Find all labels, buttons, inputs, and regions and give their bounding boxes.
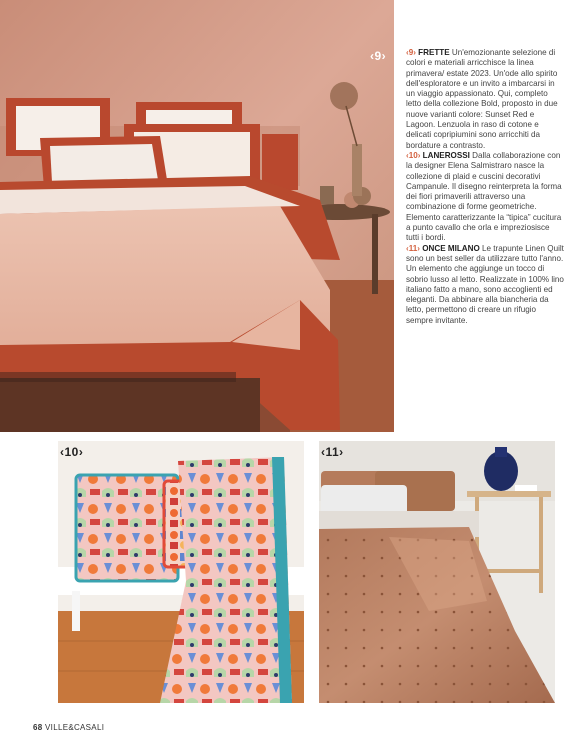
entry-brand: FRETTE [418,48,450,57]
entry-once-milano [406,244,564,326]
entry-number: ‹9› [406,48,416,57]
entry-text: Le trapunte Linen Quilt sono un best seller da utilizzare tutto l'anno. Un elemento che aggiunge un tocco di sobrio lusso al letto. Realizzate in 100% lino italiano fatto a mano, sono accoglienti ed eleganti. Da abbinare alla biancheria da letto, permettono di creare un rifugio sempre invitante. [406,243,564,325]
entry-brand: ONCE MILANO [422,243,480,253]
entry-number: ‹11› [406,243,420,253]
entry-brand: LANEROSSI [422,150,470,160]
page-footer [33,723,104,732]
page-number: 68 [33,723,43,732]
magazine-name: VILLE&CASALI [45,723,105,732]
photo-once-milano-quilt [319,441,555,703]
entry-frette [406,48,564,151]
entry-lanerossi [406,151,564,244]
photo-badge-11: ‹11› [321,445,344,459]
entry-text: Un'emozionante selezione di colori e materiali arricchisce la linea primavera/ estate 2023. Un'ode allo spirito dell'esploratore e un invito a imbarcarsi in un viaggio appassionato. Qui, completo letto della collezione Bold, proposto in due nuove varianti colore: Sunset Red e Lagoon. Lenzuola in raso di cotone e delicati copripiumini sono arricchiti da bordature a contrasto. [406,48,558,150]
photo-badge-9: ‹9› [370,49,387,63]
photo-frette-bed [0,0,394,432]
entry-number: ‹10› [406,150,421,160]
photo-badge-10: ‹10› [60,445,84,459]
article-text-column [406,48,564,326]
photo-lanerossi-cushions [58,441,304,703]
entry-text: Dalla collaborazione con la designer Elena Salmistraro nasce la collezione di plaid e cuscini decorativi Campanule. Il disegno reinterpreta la forma dei fiori primaverili attraverso una combinazione di forme geometriche. Elemento caratterizzante la “tipica” cucitura a punto cavallo che orla e impreziosisce tutti i bordi. [406,150,562,243]
